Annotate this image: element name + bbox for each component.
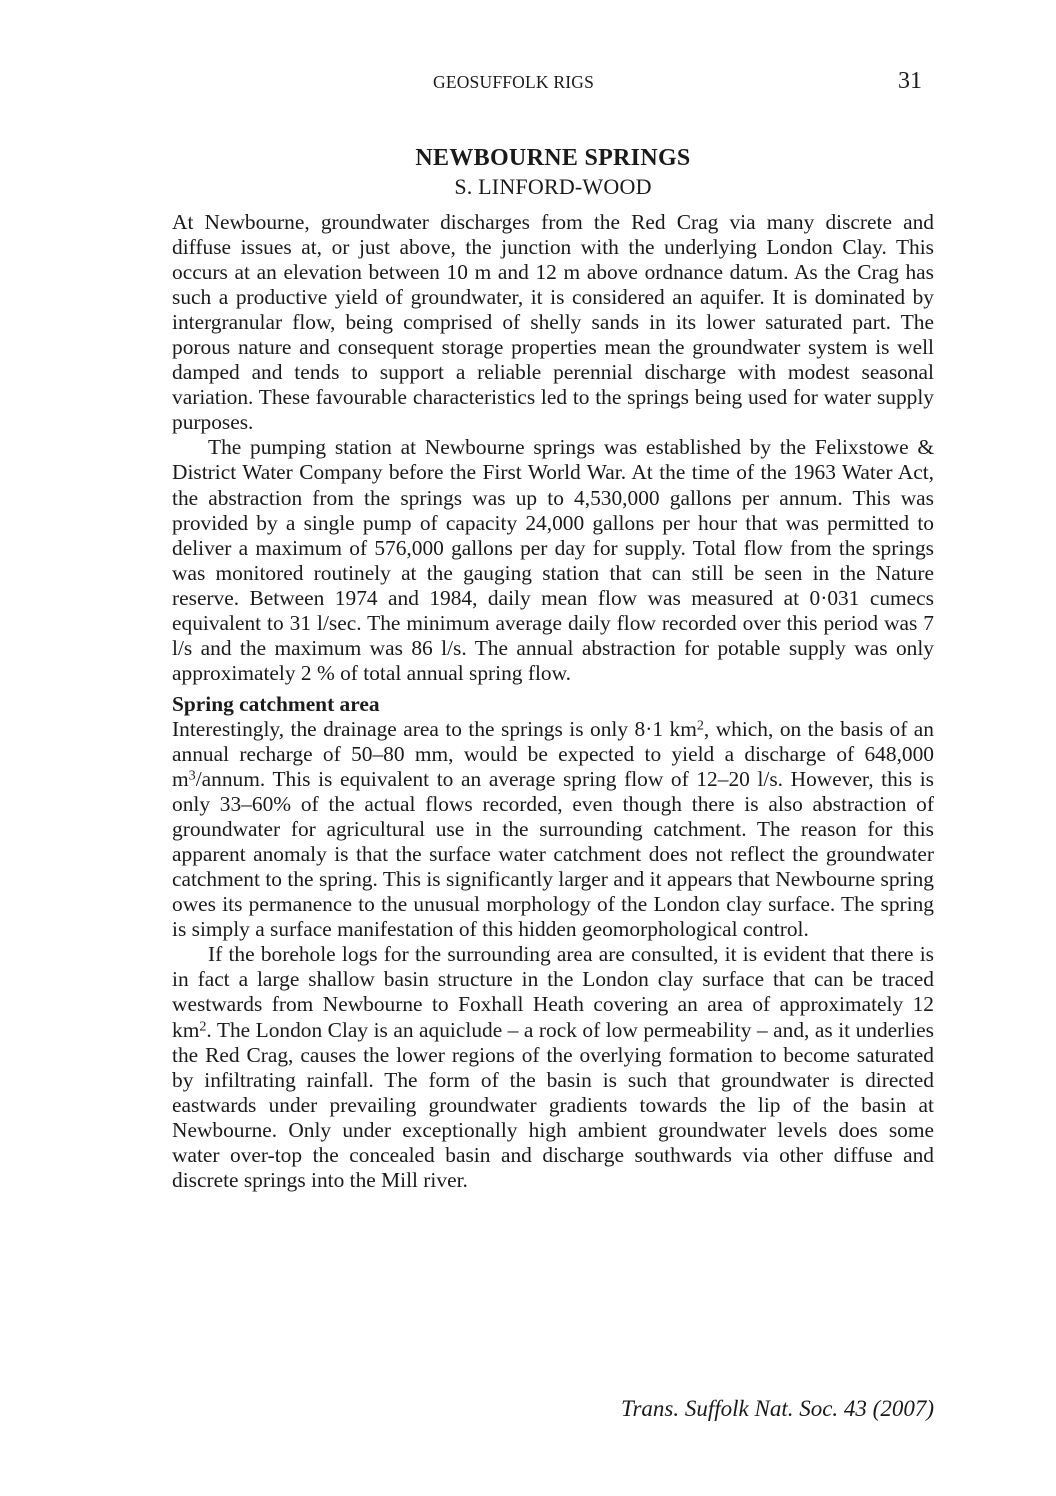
superscript-square-km: 2	[696, 717, 704, 734]
paragraph-catchment	[172, 717, 934, 942]
title-block	[172, 145, 934, 199]
running-head: GEOSUFFOLK RIGS	[432, 72, 594, 92]
paragraph-catchment-text-c: /annum. This is equivalent to an average spring flow of 12–20 l/s. However, this is only 33–60% of the actual flows recorded, even though there is also abstraction of groundwater for agricultural use in the surrounding catchment. The reason for this apparent anomaly is that the surface water catchment does not reflect the groundwater catchment to the spring. This is significantly larger and it appears that Newbourne spring owes its permanence to the unusual morphology of the London clay surface. The spring is simply a surface manifestation of this hidden geomorphological control.	[172, 767, 934, 942]
paragraph-borehole-logs	[172, 942, 934, 1192]
body-text-column	[172, 210, 934, 1193]
superscript-cubic-m: 3	[188, 767, 196, 784]
paragraph-catchment-text-b: , which, on the basis of an annual recharge of 50–80 mm, would be expected to yield a discharge of 648,000 m	[172, 716, 934, 792]
article-title: NEWBOURNE SPRINGS	[415, 145, 691, 171]
footer-citation: Trans. Suffolk Nat. Soc. 43 (2007)	[620, 1396, 934, 1421]
paragraph-borehole-text-a: If the borehole logs for the surrounding area are consulted, it is evident that there is in fact a large shallow basin structure in the London clay surface that can be traced westwards from Newbourne to Foxhall Heath covering an area of approximately 12 km	[172, 942, 934, 1042]
article-author: S. LINFORD-WOOD	[454, 173, 652, 199]
page-number: 31	[898, 68, 922, 94]
paragraph-intro: At Newbourne, groundwater discharges from the Red Crag via many discrete and diffuse issues at, or just above, the junction with the underlying London Clay. This occurs at an elevation between 10 m and 12 m above ordnance datum. As the Crag has such a productive yield of groundwater, it is considered an aquifer. It is dominated by intergranular flow, being comprised of shelly sands in its lower saturated part. The porous nature and consequent storage properties mean the groundwater system is well damped and tends to support a reliable perennial discharge with modest seasonal variation. These favourable characteristics led to the springs being used for water supply purposes.	[172, 210, 934, 435]
superscript-square-km-2: 2	[199, 1018, 207, 1035]
paragraph-catchment-text-a: Interestingly, the drainage area to the springs is only 8·1 km	[172, 716, 697, 741]
section-heading-spring-catchment-area: Spring catchment area	[172, 691, 380, 716]
paragraph-borehole-text-b: . The London Clay is an aquiclude – a rock of low permeability – and, as it underlies the Red Crag, causes the lower regions of the overlying formation to become saturated by infiltrating rainfall. The form of the basin is such that groundwater is directed eastwards under prevailing groundwater gradients towards the lip of the basin at Newbourne. Only under exceptionally high ambient groundwater levels does some water over-top the concealed basin and discharge southwards via other diffuse and discrete springs into the Mill river.	[172, 1017, 934, 1192]
paragraph-pumping-station: The pumping station at Newbourne springs was established by the Felixstowe & District Water Company before the First World War. At the time of the 1963 Water Act, the abstraction from the springs was up to 4,530,000 gallons per annum. This was provided by a single pump of capacity 24,000 gallons per hour that was permitted to deliver a maximum of 576,000 gallons per day for supply. Total flow from the springs was monitored routinely at the gauging station that can still be seen in the Nature reserve. Between 1974 and 1984, daily mean flow was measured at 0·031 cumecs equivalent to 31 l/sec. The minimum average daily flow recorded over this period was 7 l/s and the maximum was 86 l/s. The annual abstraction for potable supply was only approximately 2 % of total annual spring flow.	[172, 435, 934, 685]
